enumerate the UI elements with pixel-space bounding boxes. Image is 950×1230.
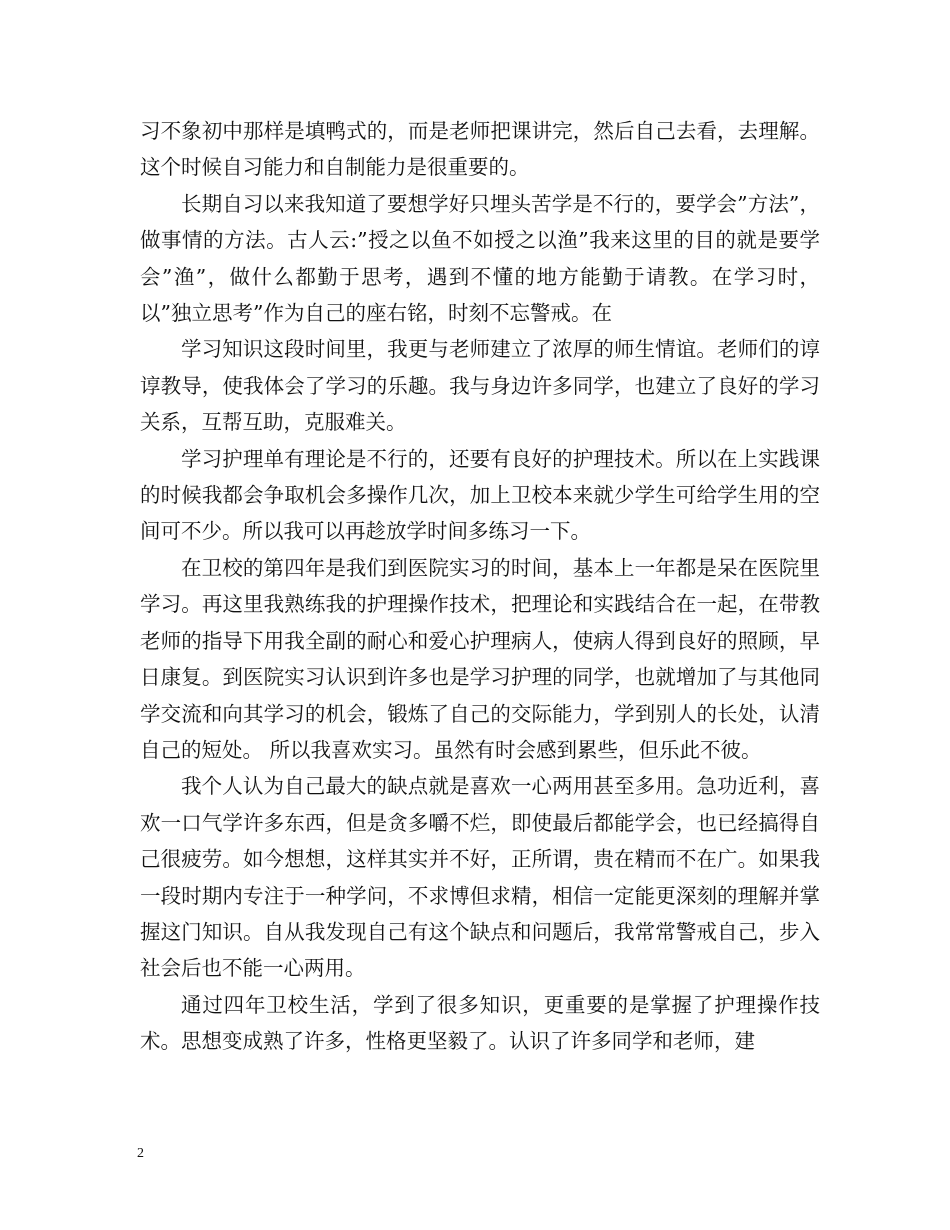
paragraph: 学习知识这段时间里，我更与老师建立了浓厚的师生情谊。老师们的谆谆教导，使我体会了学习的乐趣。我与身边许多同学，也建立了良好的学习关系，互帮互助，克服难关。 — [140, 337, 820, 435]
paragraph: 在卫校的第四年是我们到医院实习的时间，基本上一年都是呆在医院里学习。再这里我熟练我的护理操作技术，把理论和实践结合在一起，在带教老师的指导下用我全副的耐心和爱心护理病人，使病人得到良好的照顾，早日康复。到医院实习认识到许多也是学习护理的同学，也就增加了与其他同学交流和向其学习的机会，锻炼了自己的交际能力，学到别人的长处，认清自己的短处。 所以我喜欢实习。虽然有时会感到累些，但乐此不彼。 — [140, 555, 820, 762]
paragraph: 习不象初中那样是填鸭式的，而是老师把课讲完，然后自己去看，去理解。这个时候自习能力和自制能力是很重要的。 — [140, 119, 820, 180]
paragraph: 我个人认为自己最大的缺点就是喜欢一心两用甚至多用。急功近利，喜欢一口气学许多东西，但是贪多嚼不烂，即使最后都能学会，也已经搞得自己很疲劳。如今想想，这样其实并不好，正所谓，贵在精而不在广。如果我一段时期内专注于一种学问，不求博但求精，相信一定能更深刻的理解并掌握这门知识。自从我发现自己有这个缺点和问题后，我常常警戒自己，步入社会后也不能一心两用。 — [140, 774, 820, 981]
paragraph: 通过四年卫校生活，学到了很多知识，更重要的是掌握了护理操作技术。思想变成熟了许多，性格更坚毅了。认识了许多同学和老师，建 — [140, 992, 820, 1054]
paragraph: 长期自习以来我知道了要想学好只埋头苦学是不行的，要学会”方法”，做事情的方法。古人云:”授之以鱼不如授之以渔”我来这里的目的就是要学会”渔”，做什么都勤于思考，遇到不懂的地方能勤于请教。在学习时，以”独立思考”作为自己的座右铭，时刻不忘警戒。在 — [140, 191, 820, 326]
paragraph: 学习护理单有理论是不行的，还要有良好的护理技术。所以在上实践课的时候我都会争取机会多操作几次，加上卫校本来就少学生可给学生用的空间可不少。所以我可以再趁放学时间多练习一下。 — [140, 446, 820, 544]
document-body — [140, 113, 820, 1060]
page-number: 2 — [137, 1146, 144, 1161]
